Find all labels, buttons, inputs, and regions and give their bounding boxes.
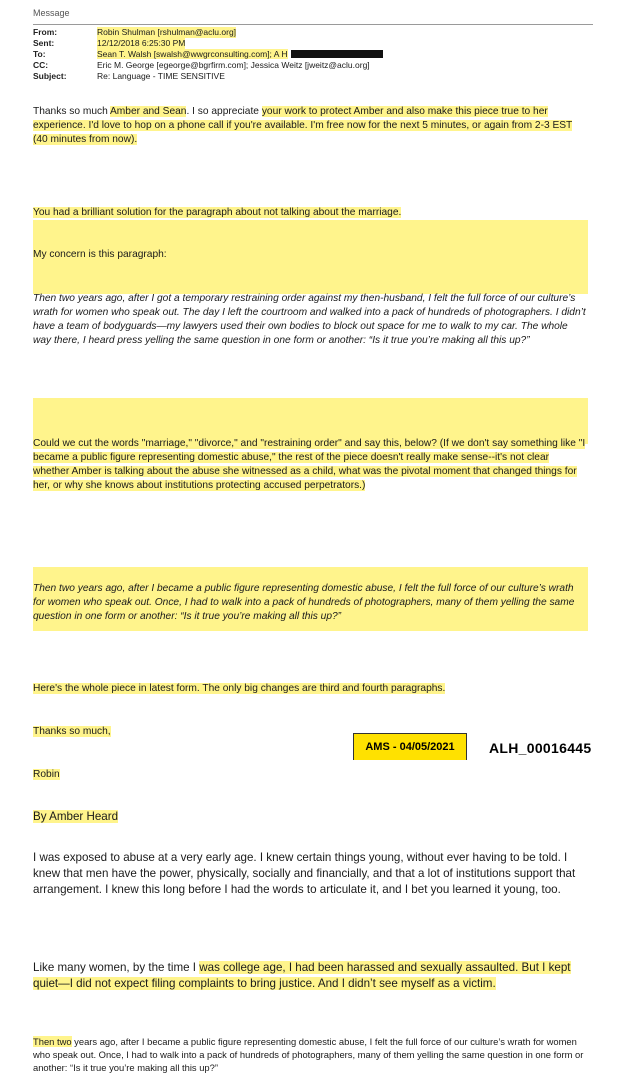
signoff-highlight: Thanks so much, — [33, 726, 111, 737]
message-label: Message — [33, 8, 70, 18]
p1-highlight-names: Amber and Sean — [110, 106, 187, 117]
to-value: Sean T. Walsh [swalsh@wwgrconsulting.com]; A H — [97, 49, 288, 59]
cc-value: Eric M. George [egeorge@bgrfirm.com]; Jessica Weitz [jweitz@aclu.org] — [97, 60, 370, 70]
cc-label: CC: — [33, 60, 49, 70]
to-field — [97, 49, 383, 60]
ams-date-stamp: AMS - 04/05/2021 — [353, 733, 467, 760]
a3-highlight: Then two — [33, 1036, 72, 1047]
from-label: From: — [33, 27, 58, 37]
article-byline — [33, 809, 588, 825]
to-row — [33, 49, 593, 60]
from-row — [33, 27, 593, 38]
email-paragraph-2 — [33, 206, 588, 220]
a3-text-b: years ago, after I became a public figure representing domestic abuse, I felt the full force of our culture’s wrath for women who speak out. Once, I had to walk into a pack of hundreds of photographers, many of them yelling the same question in one form or another: “Is it true you’re making all this up?” — [33, 1036, 584, 1073]
to-label: To: — [33, 49, 46, 59]
email-header — [33, 24, 593, 82]
email-quoted-paragraph-2: Then two years ago, after I became a public figure representing domestic abuse, I felt the full force of our culture’s wrath for women who speak out. Once, I had to walk into a pack of hundreds of photographers, many of them yelling the same question in one form or another: “Is it true you’re making all this up?” — [33, 583, 575, 622]
bates-number: ALH_00016445 — [489, 740, 592, 756]
subject-label: Subject: — [33, 71, 67, 81]
p5-highlight: Could we cut the words "marriage," "divorce," and "restraining order" and say this, below? (If we don't say something like "I became a public figure representing domestic abuse," the rest of the piece doesn't really make sense--it's not clear whether Amber is talking about the abuse she witnessed as a child, what was the pivotal moment that changed things for her, or why she knows about institutions protecting accused perpetrators.) — [33, 438, 586, 491]
article-paragraph-1: I was exposed to abuse at a very early age. I knew certain things young, without ever having to be told. I knew that men have the power, physically, socially and financially, and that a lot of institutions support that arrangement. I knew this long before I had the words to articulate it, and I bet you learned it young, too. — [33, 851, 576, 896]
sent-label: Sent: — [33, 38, 55, 48]
email-paragraph-1 — [33, 105, 588, 147]
subject-row — [33, 71, 593, 82]
p1-highlight-request: your work to protect Amber and also make this piece true to her experience. I'd love to hop on a phone call if you're available. I'm free now for the next 5 minutes, or again from 2-3 EST (40 minutes from now). — [33, 106, 573, 145]
p3-highlight: My concern is this paragraph: — [33, 249, 167, 260]
email-quoted-paragraph-1: Then two years ago, after I got a temporary restraining order against my then-husband, I felt the full force of our culture’s wrath for women who speak out. The day I left the courtroom and walked into a pack of hundreds of photographers. I didn’t have a team of bodyguards—my lawyers used their own bodies to block out space for me to walk to my car. The whole way there, I heard press yelling the same question in one form or another: “Is it true you’re making all this up?” — [33, 293, 586, 346]
p1-text-a: Thanks so much — [33, 106, 111, 117]
a2-text-a: Like many women, by the time I — [33, 961, 200, 974]
article-paragraph-3 — [33, 1035, 588, 1074]
article-paragraph-2 — [33, 960, 588, 992]
signature — [33, 768, 588, 782]
p7-highlight: Here's the whole piece in latest form. The only big changes are third and fourth paragraphs. — [33, 683, 446, 694]
sent-row — [33, 38, 593, 49]
redaction-bar — [291, 50, 383, 58]
subject-value: Re: Language - TIME SENSITIVE — [97, 71, 225, 81]
email-paragraph-3 — [33, 248, 588, 262]
email-paragraph-5 — [33, 437, 588, 493]
a2-highlight: was college age, I had been harassed and sexually assaulted. But I kept quiet—I did not expect filing complaints to bring justice. And I didn’t see myself as a victim. — [33, 961, 571, 990]
signature-highlight: Robin — [33, 769, 60, 780]
cc-row — [33, 60, 593, 71]
from-value: Robin Shulman [rshulman@aclu.org] — [97, 27, 237, 37]
email-paragraph-7 — [33, 682, 588, 696]
byline-highlight: By Amber Heard — [33, 810, 119, 823]
signoff — [33, 725, 588, 739]
sent-value: 12/12/2018 6:25:30 PM — [97, 38, 186, 48]
p1-text-c: . I so appreciate — [186, 106, 262, 117]
p2-highlight: You had a brilliant solution for the paragraph about not talking about the marriage. — [33, 207, 402, 218]
